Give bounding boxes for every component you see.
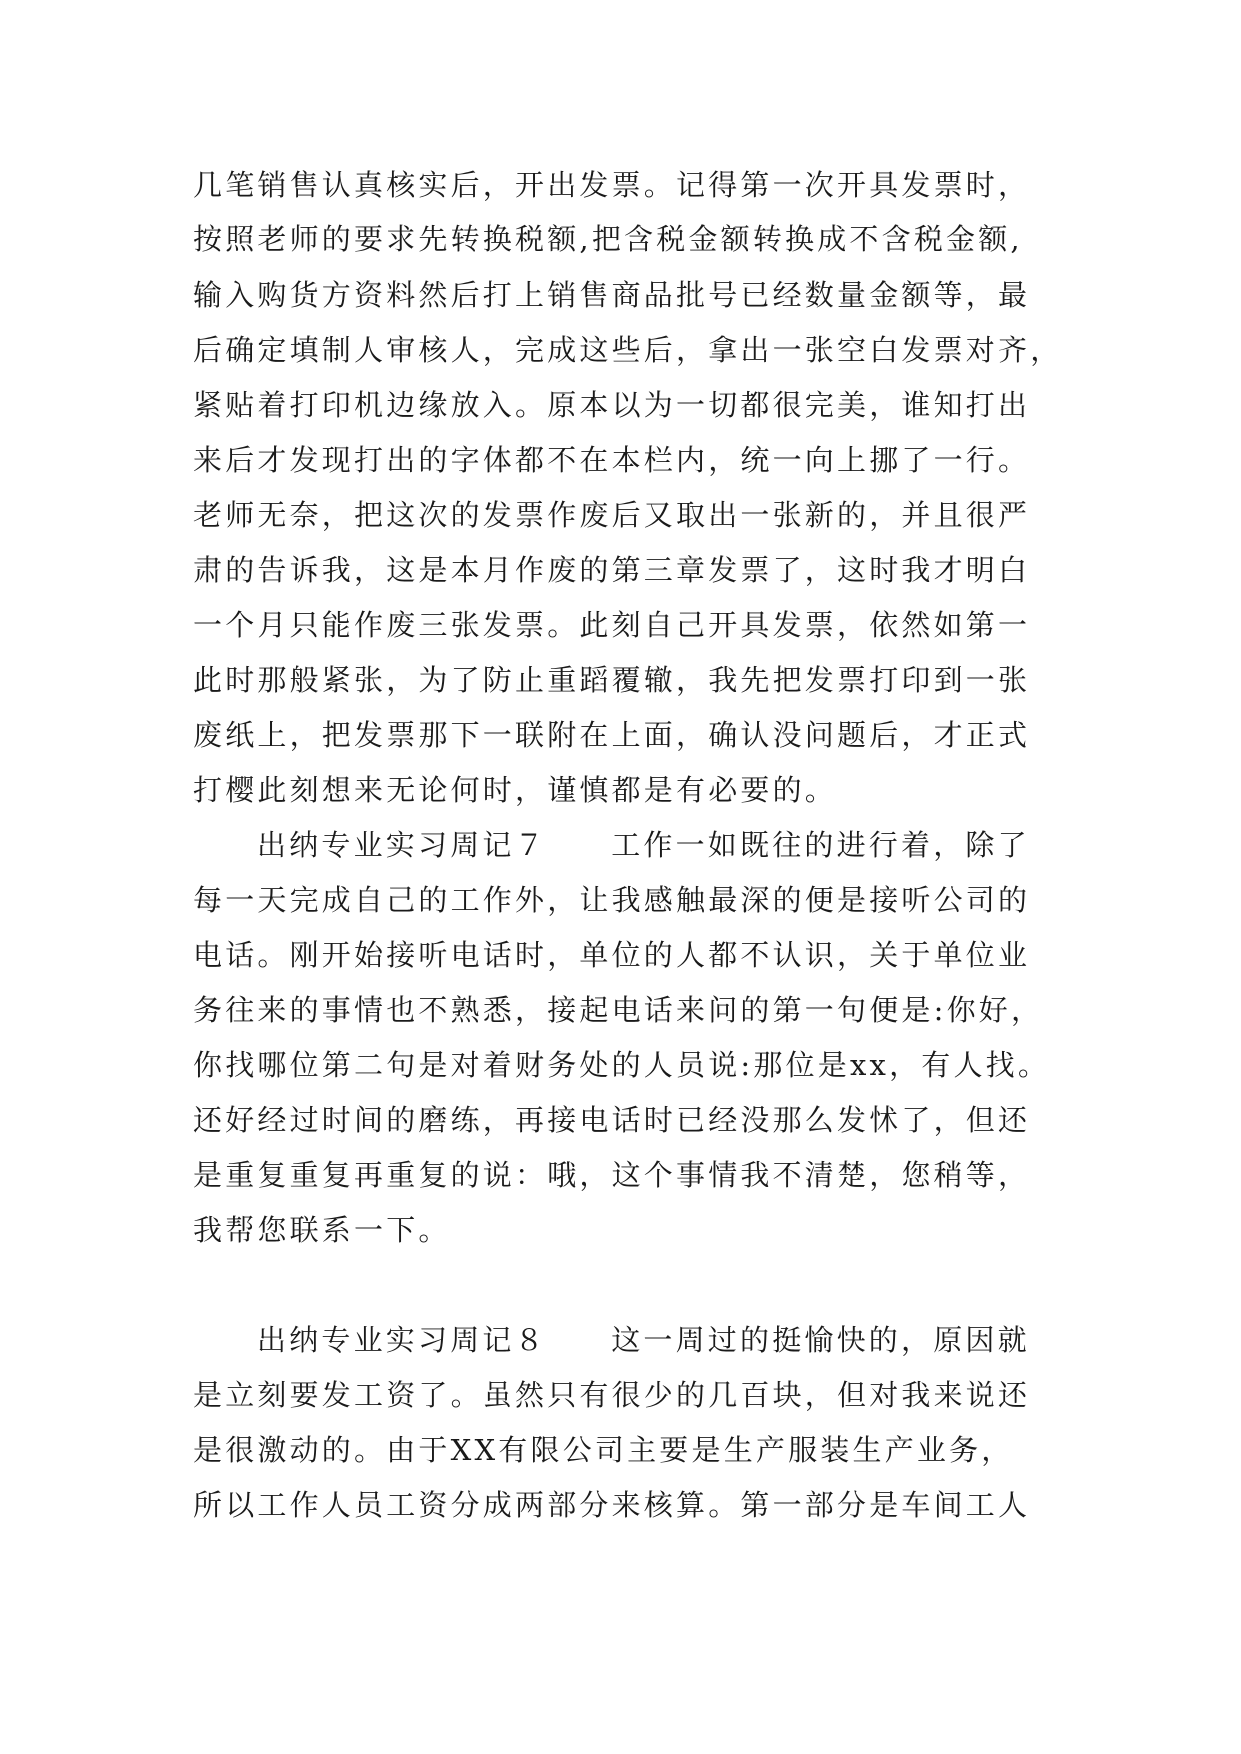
text-line: 紧贴着打印机边缘放入。原本以为一切都很完美，谁知打出 <box>193 388 1031 422</box>
text-line: 是很激动的。由于XX有限公司主要是生产服装生产业务， <box>193 1433 1014 1467</box>
text-line: 是立刻要发工资了。虽然只有很少的几百块，但对我来说还 <box>193 1378 1031 1412</box>
text-line: 电话。刚开始接听电话时，单位的人都不认识，关于单位业 <box>193 938 1031 972</box>
text-line: 务往来的事情也不熟悉，接起电话来问的第一句便是:你好， <box>193 993 1044 1027</box>
text-line: 按照老师的要求先转换税额,把含税金额转换成不含税金额, <box>193 222 1023 256</box>
text-line: 废纸上，把发票那下一联附在上面，确认没问题后，才正式 <box>193 718 1031 752</box>
text-line: 来后才发现打出的字体都不在本栏内，统一向上挪了一行。 <box>193 443 1031 477</box>
text-line: 几笔销售认真核实后，开出发票。记得第一次开具发票时， <box>193 168 1031 202</box>
section-heading-line: 出纳专业实习周记７ 工作一如既往的进行着，除了 <box>257 828 1030 862</box>
text-line: 一个月只能作废三张发票。此刻自己开具发票，依然如第一 <box>193 608 1031 642</box>
text-line: 老师无奈，把这次的发票作废后又取出一张新的，并且很严 <box>193 498 1031 532</box>
text-line: 我帮您联系一下。 <box>193 1213 451 1247</box>
text-line: 是重复重复再重复的说：哦，这个事情我不清楚，您稍等， <box>193 1158 1031 1192</box>
text-line: 所以工作人员工资分成两部分来核算。第一部分是车间工人 <box>193 1488 1031 1522</box>
section-heading-line: 出纳专业实习周记８ 这一周过的挺愉快的，原因就 <box>257 1323 1030 1357</box>
text-line: 此时那般紧张，为了防止重蹈覆辙，我先把发票打印到一张 <box>193 663 1031 697</box>
text-line: 你找哪位第二句是对着财务处的人员说:那位是xx，有人找。 <box>193 1048 1051 1082</box>
text-line: 后确定填制人审核人，完成这些后，拿出一张空白发票对齐， <box>193 333 1063 367</box>
text-line: 肃的告诉我，这是本月作废的第三章发票了，这时我才明白 <box>193 553 1031 587</box>
text-line: 打樱此刻想来无论何时，谨慎都是有必要的。 <box>193 773 838 807</box>
text-line: 输入购货方资料然后打上销售商品批号已经数量金额等，最 <box>193 278 1031 312</box>
text-line: 还好经过时间的磨练，再接电话时已经没那么发怵了，但还 <box>193 1103 1031 1137</box>
text-line: 每一天完成自己的工作外，让我感触最深的便是接听公司的 <box>193 883 1031 917</box>
